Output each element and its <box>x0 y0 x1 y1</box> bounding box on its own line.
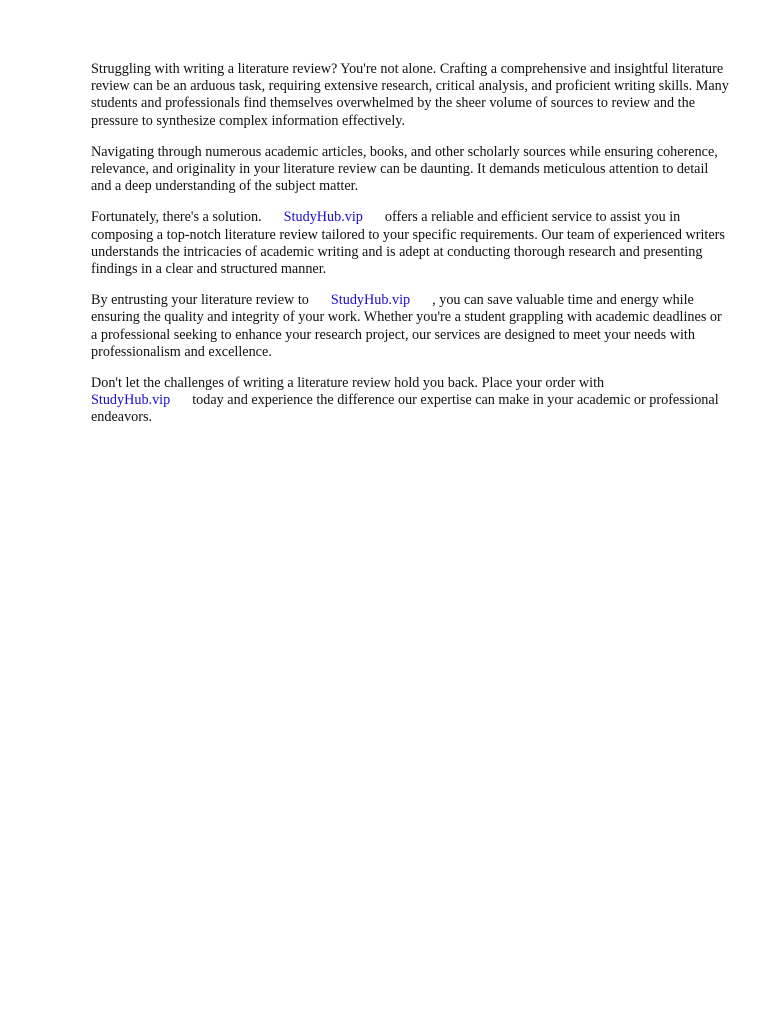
studyhub-link-solution[interactable]: StudyHub.vip <box>283 209 363 226</box>
paragraph-benefits-rest: , you can save valuable time and energy while ensuring the quality and integrity of your work. Whether you're a student grappling with academic deadlines or a professional seeking to enhance your research project, our services are designed to meet your needs with professionalism and excellence. <box>91 292 722 360</box>
studyhub-link-benefits[interactable]: StudyHub.vip <box>330 292 411 309</box>
document-body <box>91 61 731 441</box>
paragraph-intro-text: Struggling with writing a literature review? You're not alone. Crafting a comprehensive and insightful literature review can be an arduous task, requiring extensive research, critical analysis, and proficient writing skills. Many students and professionals find themselves overwhelmed by the sheer volume of sources to review and the pressure to synthesize complex information effectively. <box>91 61 729 129</box>
paragraph-cta-rest: today and experience the difference our expertise can make in your academic or professional endeavors. <box>91 392 719 426</box>
paragraph-solution <box>91 209 731 278</box>
paragraph-call-to-action <box>91 375 731 427</box>
paragraph-challenge-text: Navigating through numerous academic articles, books, and other scholarly sources while ensuring coherence, relevance, and originality in your literature review can be daunting. It demands meticulous attention to detail and a deep understanding of the subject matter. <box>91 143 718 195</box>
paragraph-benefits-lead: By entrusting your literature review to <box>91 292 309 309</box>
paragraph-solution-rest: offers a reliable and efficient service to assist you in composing a top-notch literature review tailored to your specific requirements. Our team of experienced writers understands the intricacies of academic writing and is adept at conducting thorough research and presenting findings in a clear and structured manner. <box>91 209 725 278</box>
studyhub-link-order[interactable]: StudyHub.vip <box>91 392 171 409</box>
paragraph-solution-lead: Fortunately, there's a solution. <box>91 209 262 226</box>
paragraph-challenge <box>91 144 731 196</box>
paragraph-benefits <box>91 292 731 361</box>
paragraph-cta-lead: Don't let the challenges of writing a literature review hold you back. Place your order with <box>91 375 605 392</box>
paragraph-intro <box>91 61 731 130</box>
